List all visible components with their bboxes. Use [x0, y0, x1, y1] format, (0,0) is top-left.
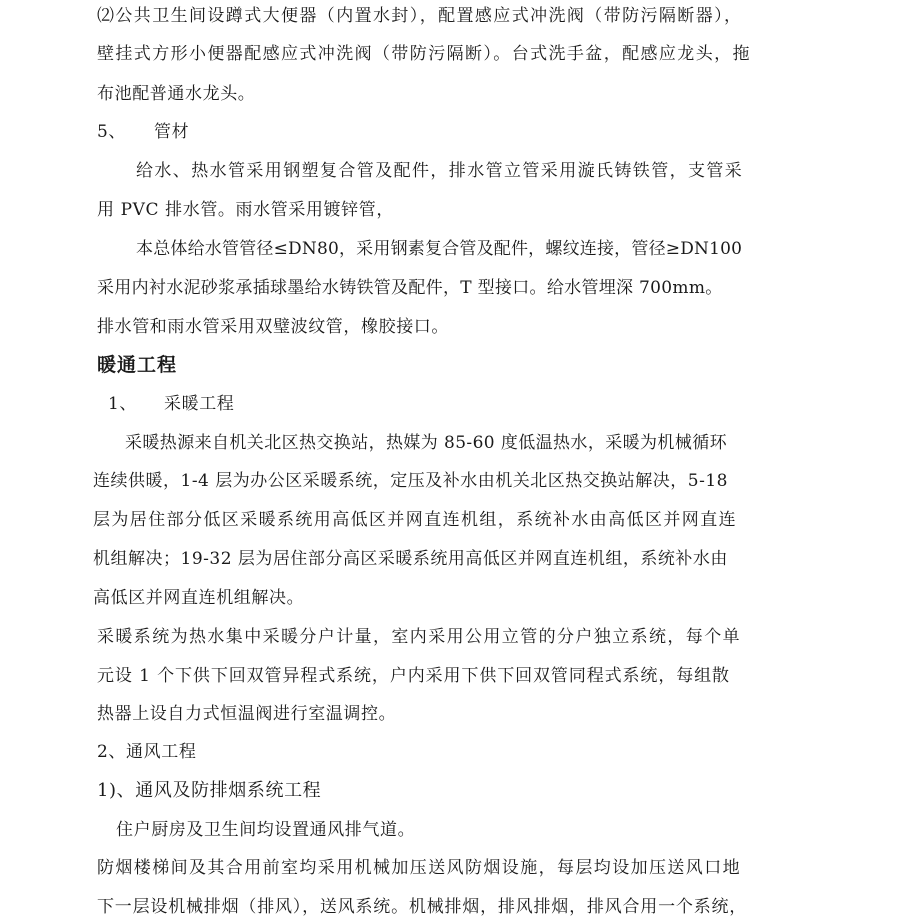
text-line-1: ⑵公共卫生间设蹲式大便器（内置水封），配置感应式冲洗阀（带防污隔断器），	[97, 6, 743, 26]
section-ventilation: 2、通风工程	[97, 742, 197, 762]
text-line-6: 本总体给水管管径≤DN80，采用钢素复合管及配件，螺纹连接，管径≥DN100	[136, 239, 743, 259]
subsection-ventilation-smoke: 1)、通风及防排烟系统工程	[97, 780, 322, 801]
text-line-4: 给水、热水管采用钢塑复合管及配件，排水管立管采用漩氏铸铁管，支管采	[136, 161, 744, 181]
text-line-5: 用 PVC 排水管。雨水管采用镀锌管，	[97, 200, 394, 220]
text-line-3: 布池配普通水龙头。	[97, 84, 256, 104]
text-line-17: 住户厨房及卫生间均设置通风排气道。	[116, 820, 416, 840]
section-number-1: 1、	[108, 394, 138, 414]
text-line-14: 采暖系统为热水集中采暖分户计量，室内采用公用立管的分户独立系统，每个单	[97, 627, 741, 647]
text-line-12: 机组解决；19-32 层为居住部分高区采暖系统用高低区并网直连机组，系统补水由	[93, 549, 728, 569]
section-number-5: 5、	[97, 122, 127, 142]
text-line-8: 排水管和雨水管采用双璧波纹管，橡胶接口。	[97, 317, 449, 337]
text-line-13: 高低区并网直连机组解决。	[93, 588, 305, 608]
text-line-7: 采用内衬水泥砂浆承插球墨给水铸铁管及配件，T 型接口。给水管埋深 700mm。	[97, 278, 723, 298]
text-line-18: 防烟楼梯间及其合用前室均采用机械加压送风防烟设施，每层均设加压送风口地	[97, 858, 741, 878]
text-line-19: 下一层设机械排烟（排风），送风系统。机械排烟，排风排烟，排风合用一个系统，	[97, 897, 748, 917]
text-line-15: 元设 1 个下供下回双管异程式系统，户内采用下供下回双管同程式系统，每组散	[97, 666, 730, 686]
text-line-16: 热器上设自力式恒温阀进行室温调控。	[97, 704, 397, 724]
section-title-heating: 采暖工程	[164, 394, 235, 414]
text-line-2: 壁挂式方形小便器配感应式冲洗阀（带防污隔断）。台式洗手盆，配感应龙头，拖	[97, 44, 751, 64]
section-title-pipes: 管材	[154, 122, 190, 142]
text-line-9: 采暖热源来自机关北区热交换站，热媒为 85-60 度低温热水，采暖为机械循环	[125, 433, 728, 453]
text-line-11: 层为居住部分低区采暖系统用高低区并网直连机组，系统补水由高低区并网直连	[93, 510, 737, 530]
text-line-10: 连续供暖，1-4 层为办公区采暖系统，定压及补水由机关北区热交换站解决，5-18	[93, 471, 728, 491]
heading-hvac: 暖通工程	[97, 354, 178, 376]
